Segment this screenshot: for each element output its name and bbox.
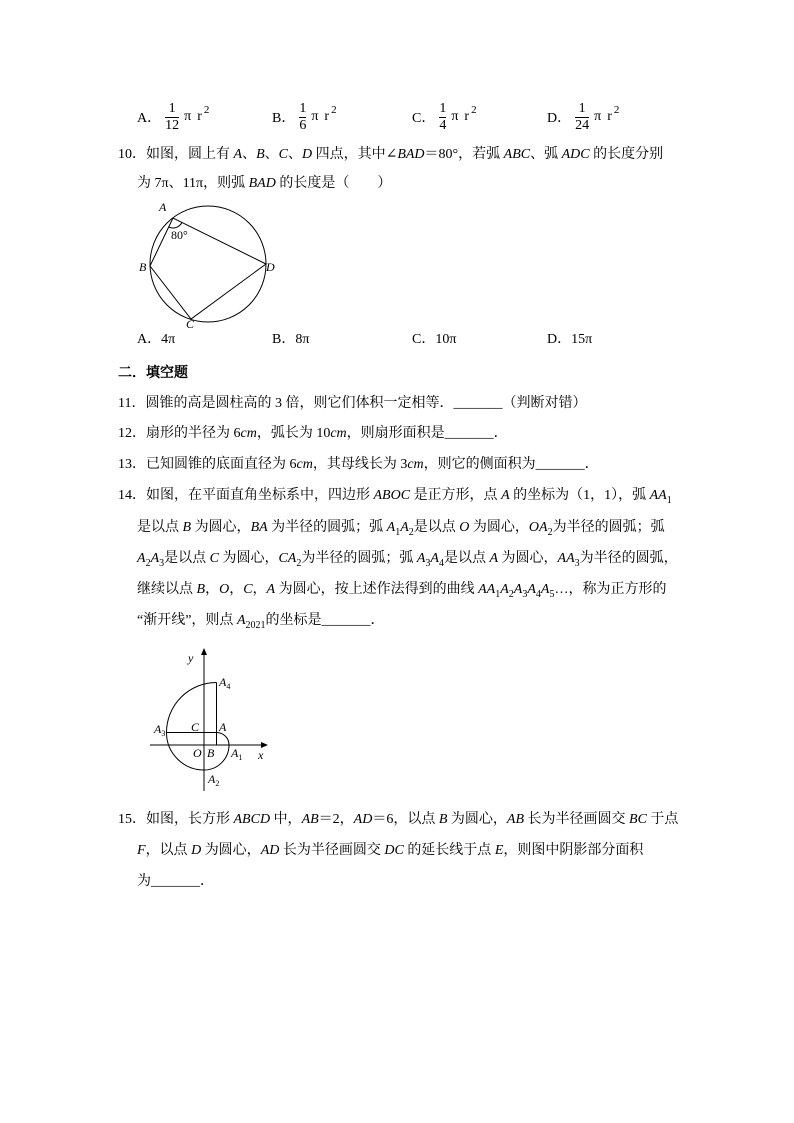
subscript: 3 [574,558,580,569]
option-label: A． [137,111,162,126]
q14-line-5 [137,611,385,631]
text-run: 为_______． [137,874,214,889]
point-label-a: A [159,200,167,214]
subscript: 2 [408,527,414,538]
math-variable: AB [506,812,525,827]
exponent: 2 [203,104,210,116]
q13-line-1 [118,455,599,475]
circle [150,206,266,322]
text-run: 为半径的圆弧；弧 [552,520,665,535]
math-variable: AD [353,812,373,827]
q10-option-c [412,330,456,350]
label-letter: A [154,722,162,736]
q14-line-3 [137,549,678,569]
subscript: 4 [535,589,541,600]
math-variable: B [438,812,448,827]
label-letter: A [231,746,239,760]
text-run: 、 [242,147,257,162]
text-run: 为半径的圆弧；弧 [301,551,417,566]
denominator: 6 [299,117,307,133]
q10-option-b [272,330,309,350]
subscript: 2 [508,589,514,600]
math-variable: O [459,520,470,535]
text-run: ，则扇形面积是_______． [346,426,508,441]
pi-symbol: π [184,109,192,124]
math-variable: CA [278,551,297,566]
point-label-a4 [218,675,230,691]
point-label-b: B [139,260,147,274]
text-run: 10．如图，圆上有 [118,147,234,162]
exponent: 2 [613,104,620,116]
text-run: 是以点 [137,520,183,535]
q15-line-1 [118,810,678,830]
q14-line-2 [137,518,665,538]
math-variable: cm [296,457,313,472]
math-variable: A [501,488,510,503]
math-variable: BAD [248,176,276,191]
math-variable: A [500,582,509,597]
math-variable: BAD [397,147,425,162]
q10-line-2 [137,174,391,194]
text-run: 是以点 [443,551,490,566]
q14-line-4 [137,580,666,600]
math-variable: A [489,551,499,566]
text-run: 长为半径画圆交 [524,812,630,827]
text-run: 继续以点 [137,582,197,597]
point-label-a2 [207,772,219,788]
text-run: 为圆心， [218,551,279,566]
text-run: 为圆心，按上述作法得到的曲线 [275,582,479,597]
subscript: 2 [296,558,302,569]
option-label: C． [412,332,436,347]
text-run: 的坐标为（1，1），弧 [509,488,650,503]
q12-line-1 [118,424,508,444]
text-run: 为圆心， [469,520,529,535]
point-label-b: B [207,746,215,760]
option-label: B． [272,332,296,347]
text-run: ， [229,582,244,597]
text-run: 为 7π、11π，则弧 [137,176,249,191]
math-variable: AB [301,812,319,827]
math-variable: ABC [503,147,531,162]
fraction [439,101,446,134]
label-subscript: 3 [161,729,166,738]
label-subscript: 1 [238,753,243,762]
numerator: 1 [439,100,447,116]
math-variable: D [301,147,313,162]
math-variable: A [513,582,523,597]
text-run: ， [252,582,267,597]
fraction [165,101,179,134]
text-run: 为圆心， [191,520,251,535]
option-label: C． [412,111,436,126]
math-variable: D [191,843,202,858]
text-run: 的延长线于点 [403,843,495,858]
point-label-a3 [153,722,165,738]
math-variable: C [243,582,253,597]
text-run: 是以点 [164,551,210,566]
text-run: 15．如图，长方形 [118,812,234,827]
option-label: D． [547,111,572,126]
text-run: 、 [287,147,302,162]
q9-option-b [272,99,337,135]
q11-line-1 [118,394,586,414]
text-run: 为圆心， [498,551,558,566]
text-run: 14．如图，在平面直角坐标系中，四边形 [118,488,374,503]
numerator: 1 [578,100,586,116]
text-run: ，则图中阴影部分面积 [503,843,644,858]
text-run: 于点 [646,812,679,827]
numerator: 1 [168,100,176,116]
q9-option-a [137,99,209,135]
subscript: 2 [145,558,151,569]
text-run: 、 [264,147,279,162]
label-letter: A [219,675,227,689]
text-run: ，弧长为 10 [256,426,331,441]
math-variable: AA [478,582,496,597]
text-run: 为圆心， [447,812,507,827]
math-variable: cm [407,457,424,472]
math-variable: A [386,520,396,535]
subscript: 4 [438,558,444,569]
point-label-c: C [186,317,195,331]
math-variable: ABOC [373,488,411,503]
text-run: ， [205,582,220,597]
radius-variable: r [324,109,330,124]
q15-line-3 [137,872,214,892]
q10-option-d [547,330,592,350]
text-run: 的坐标是_______． [265,613,385,628]
y-axis-label: y [188,651,194,665]
math-variable: E [494,843,504,858]
option-label: D． [547,332,572,347]
point-label-a1 [230,746,242,762]
math-variable: A [233,147,243,162]
text-run: 12．扇形的半径为 6 [118,426,241,441]
subscript: 2021 [245,620,266,631]
math-variable: AA [557,551,575,566]
option-label: A． [137,332,162,347]
q15-line-2 [137,841,643,861]
q10-circle-figure [130,195,290,335]
radius-variable: r [607,109,612,124]
denominator: 24 [575,117,590,133]
text-run: 、弧 [530,147,562,162]
text-run: ，其母线长为 3 [312,457,408,472]
subscript: 3 [159,558,165,569]
math-variable: A [416,551,426,566]
math-variable: AA [649,488,667,503]
text-run: ＝2， [318,812,354,827]
subscript: 2 [547,527,553,538]
exponent: 2 [471,104,477,116]
denominator: 12 [165,117,180,133]
text-run: 13．已知圆锥的底面直径为 6 [118,457,297,472]
text-run: 中， [270,812,302,827]
text-run: 为圆心， [201,843,261,858]
pi-symbol: π [311,109,319,124]
pi-symbol: π [451,109,459,124]
option-value: 15π [571,332,593,347]
math-variable: A [150,551,160,566]
math-variable: A [236,613,246,628]
subscript: 5 [549,589,555,600]
radius-variable: r [464,109,470,124]
text-run: 11．圆锥的高是圆柱高的 3 倍，则它们体积一定相等．_______（判断对错） [118,396,587,411]
subscript: 1 [395,527,401,538]
point-label-o: O [193,746,202,760]
math-variable: B [182,520,192,535]
text-run: 长为半径画圆交 [279,843,385,858]
subscript: 1 [666,495,672,506]
text-run: …，称为正方形的 [554,582,667,597]
q9-option-d [547,99,619,135]
q14-line-1 [118,486,672,506]
option-value: 10π [435,332,457,347]
text-run: ，则它的侧面积为_______． [423,457,599,472]
text-run: 为半径的圆弧；弧 [267,520,387,535]
text-run: ＝80°，若弧 [424,147,504,162]
math-variable: BA [250,520,268,535]
point-label-a: A [219,720,227,734]
text-run: 是正方形，点 [410,488,502,503]
math-variable: cm [330,426,347,441]
label-subscript: 4 [226,682,231,691]
point-label-c: C [191,720,200,734]
quadrilateral-abcd [150,218,266,319]
option-value: 4π [161,332,176,347]
math-variable: C [209,551,219,566]
math-variable: A [137,551,146,566]
text-run: 的长度是（ ） [275,176,392,191]
numerator: 1 [299,100,307,116]
point-label-d: D [266,260,275,274]
radius-variable: r [197,109,202,124]
subscript: 3 [425,558,431,569]
subscript: 3 [522,589,528,600]
text-run: ，以点 [145,843,192,858]
math-variable: BC [629,812,647,827]
math-variable: O [219,582,230,597]
math-variable: A [430,551,439,566]
label-subscript: 2 [215,779,220,788]
math-variable: C [278,147,288,162]
text-run: 为半径的圆弧， [579,551,678,566]
q9-option-c [412,99,477,135]
x-axis-label: x [258,748,264,762]
denominator: 4 [439,117,447,133]
fraction [575,101,589,134]
math-variable: OA [528,520,548,535]
text-run: 的长度分别 [589,147,664,162]
option-value: 8π [295,332,310,347]
math-variable: F [137,843,146,858]
q14-involute-figure [145,645,275,795]
math-variable: cm [240,426,257,441]
y-axis-arrow [201,648,207,655]
math-variable: ADC [561,147,590,162]
q10-option-a [137,330,175,350]
math-variable: AD [260,843,280,858]
math-variable: B [256,147,265,162]
math-variable: DC [384,843,404,858]
text-run: 是以点 [413,520,460,535]
angle-label: 80° [171,228,188,242]
pi-symbol: π [594,109,602,124]
text-run: 四点，其中∠ [312,147,398,162]
math-variable: A [527,582,536,597]
subscript: 1 [495,589,501,600]
math-variable: ABCD [233,812,271,827]
math-variable: A [540,582,550,597]
math-variable: A [266,582,276,597]
text-run: ＝6，以点 [372,812,439,827]
section-title-fill-in: 二．填空题 [118,366,188,381]
math-variable: A [400,520,409,535]
label-letter: A [208,772,216,786]
text-run: “渐开线”，则点 [137,613,237,628]
q10-line-1 [118,145,663,165]
exponent: 2 [331,104,337,116]
math-variable: B [196,582,206,597]
fraction [299,101,306,134]
option-label: B． [272,111,296,126]
